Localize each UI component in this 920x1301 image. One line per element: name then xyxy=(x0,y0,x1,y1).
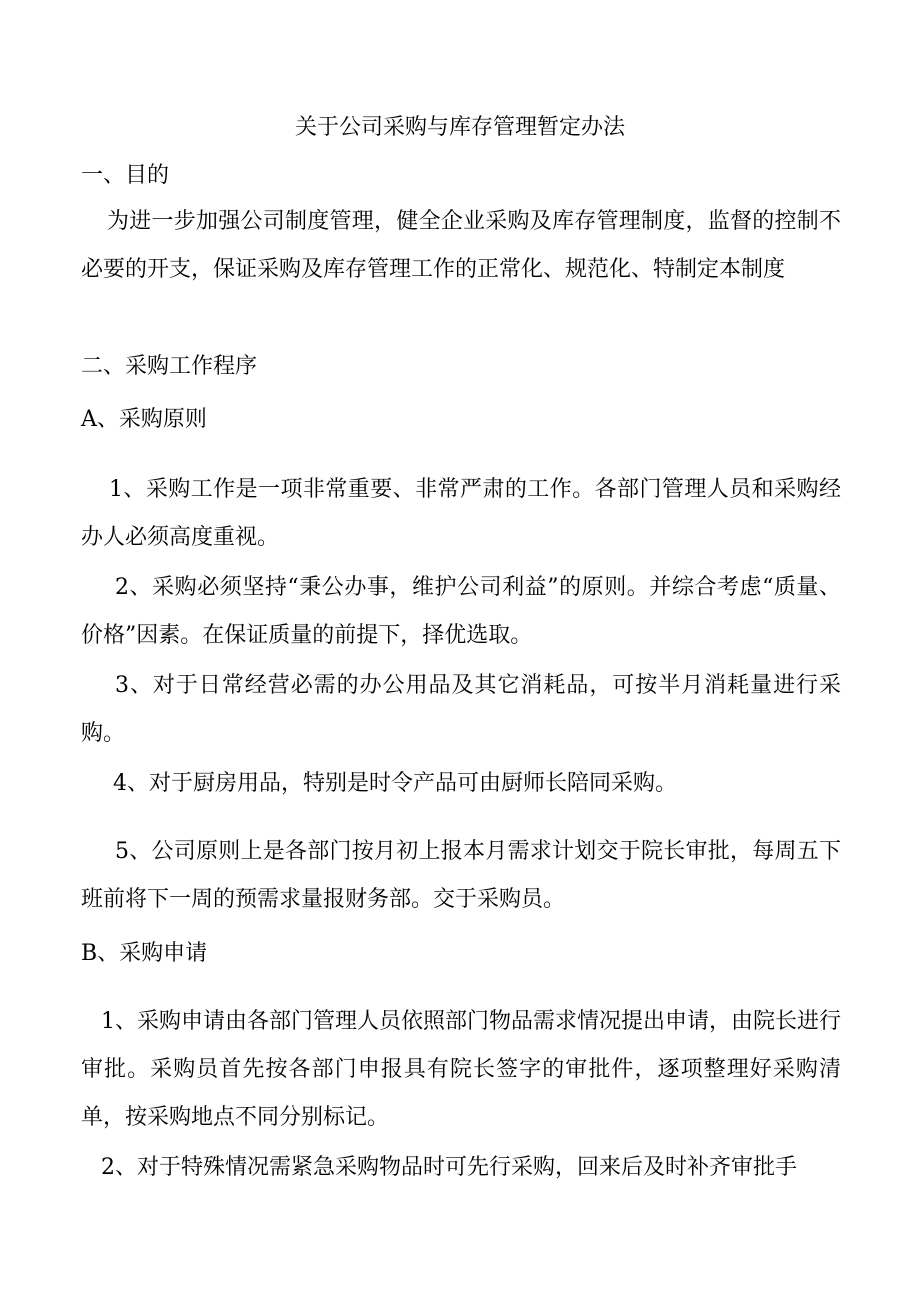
subsection-b-heading: B、采购申请 xyxy=(81,941,208,966)
subsection-a-item-2: 2、采购必须坚持“秉公办事，维护公司利益”的原则。并综合考虑“质量、价格”因素。在保证质量的前提下，择优选取。 xyxy=(81,575,841,648)
subsection-a-heading: A、采购原则 xyxy=(81,407,207,432)
subsection-a-item-3: 3、对于日常经营必需的办公用品及其它消耗品，可按半月消耗量进行采购。 xyxy=(81,673,841,746)
section1-paragraph: 为进一步加强公司制度管理，健全企业采购及库存管理制度，监督的控制不必要的开支，保证采购及库存管理工作的正常化、规范化、特制定本制度 xyxy=(81,209,841,282)
subsection-a-item-4: 4、对于厨房用品，特别是时令产品可由厨师长陪同采购。 xyxy=(113,771,677,796)
section1-heading: 一、目的 xyxy=(81,163,170,188)
subsection-a-item-1: 1、采购工作是一项非常重要、非常严肃的工作。各部门管理人员和采购经办人必须高度重视。 xyxy=(81,477,841,550)
section2-heading: 二、采购工作程序 xyxy=(81,354,258,379)
document-title: 关于公司采购与库存管理暂定办法 xyxy=(294,115,625,140)
subsection-a-item-5: 5、公司原则上是各部门按月初上报本月需求计划交于院长审批，每周五下班前将下一周的预需求量报财务部。交于采购员。 xyxy=(81,839,841,912)
subsection-b-item-2: 2、对于特殊情况需紧急采购物品时可先行采购，回来后及时补齐审批手 xyxy=(101,1155,797,1180)
subsection-b-item-1: 1、采购申请由各部门管理人员依照部门物品需求情况提出申请，由院长进行审批。采购员首先按各部门申报具有院长签字的审批件，逐项整理好采购清单，按采购地点不同分别标记。 xyxy=(81,1009,841,1130)
